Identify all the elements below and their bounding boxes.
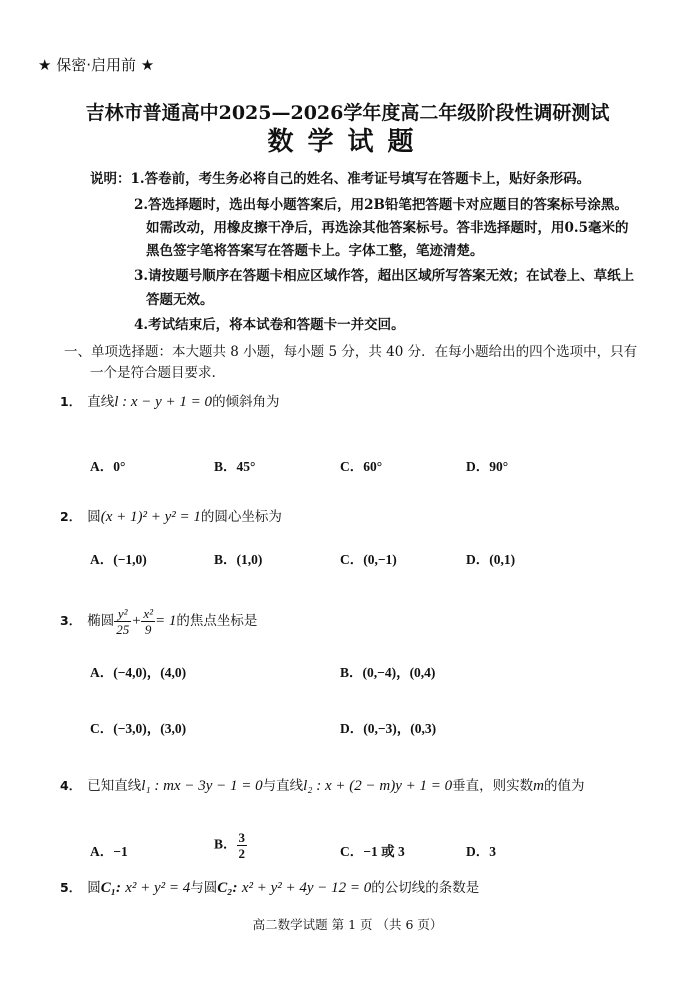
option-c: C．(−3,0)，(3,0)	[90, 721, 187, 736]
fraction-numerator: 3	[238, 830, 246, 845]
option-d: D．90°	[466, 459, 509, 474]
fraction	[237, 830, 248, 861]
math-expression: (x + 1)² + y² = 1	[100, 509, 201, 525]
question-1	[60, 390, 280, 411]
fraction-numerator: y²	[114, 606, 131, 622]
option-b: B．(1,0)	[214, 552, 263, 567]
question-number: 3．	[60, 613, 82, 628]
question-5	[60, 876, 479, 897]
question-text: 的圆心坐标为	[200, 509, 282, 525]
question-text: 已知直线	[87, 778, 142, 794]
subject-title: 数学试题	[267, 127, 428, 157]
option-d: D．(0,−3)，(0,3)	[340, 721, 437, 736]
option-a: A．(−4,0)，(4,0)	[90, 665, 187, 680]
equals-part: = 1	[155, 613, 177, 629]
confidential-mark: ★ 保密·启用前 ★	[38, 56, 155, 74]
math-expression: x² + y² + 4y − 12 = 0	[241, 880, 372, 896]
math-expression: x² + y² = 4	[125, 880, 191, 896]
question-3	[60, 606, 257, 637]
instruction-3: 3.请按题号顺序在答题卡相应区域作答，超出区域所写答案无效；在试卷上、草纸上	[134, 268, 635, 284]
question-number: 1．	[60, 394, 82, 409]
fraction	[141, 606, 155, 637]
fraction-denominator: 2	[238, 846, 246, 861]
question-2	[60, 505, 282, 526]
math-variable: m	[533, 778, 544, 794]
circle-label: C₁:	[100, 880, 121, 896]
option-d: D．(0,1)	[466, 552, 516, 567]
question-text: 的倾斜角为	[212, 394, 280, 410]
option-c: C．−1 或 3	[340, 844, 405, 859]
option-c: C．(0,−1)	[340, 552, 397, 567]
fraction-denominator: 25	[116, 622, 130, 637]
question-number: 4．	[60, 778, 82, 793]
option-a: A．0°	[90, 459, 126, 474]
math-expression: l₂ : x + (2 − m)y + 1 = 0	[303, 778, 453, 794]
question-text: 圆	[87, 509, 101, 525]
question-text: 椭圆	[87, 613, 115, 629]
section-heading: 一、单项选择题：本大题共 8 小题，每小题 5 分，共 40 分．在每小题给出的四个选项中，只有	[64, 344, 638, 360]
question-text: 的焦点坐标是	[176, 613, 258, 629]
exam-title: 吉林市普通高中2025—2026学年度高二年级阶段性调研测试	[85, 102, 610, 124]
question-text: 垂直，则实数	[452, 778, 534, 794]
math-expression: l₁ : mx − 3y − 1 = 0	[141, 778, 263, 794]
option-a: A．(−1,0)	[90, 552, 147, 567]
option-label: B．	[214, 836, 237, 852]
question-text: 与圆	[190, 880, 218, 896]
instruction-2: 2.答选择题时，选出每小题答案后，用2B铅笔把答题卡对应题目的答案标号涂黑。	[134, 197, 628, 213]
math-expression: l : x − y + 1 = 0	[114, 394, 213, 410]
question-number: 2．	[60, 509, 82, 524]
plus-sign: +	[131, 613, 142, 629]
page-footer: 高二数学试题 第 1 页 （共 6 页）	[252, 917, 443, 932]
option-a: A．−1	[90, 844, 128, 859]
question-text: 的值为	[543, 778, 585, 794]
question-text: 直线	[87, 394, 115, 410]
instruction-2-cont: 如需改动，用橡皮擦干净后，再选涂其他答案标号。答非选择题时，用0.5毫米的	[146, 220, 629, 236]
question-text: 与直线	[262, 778, 304, 794]
fraction	[114, 606, 131, 637]
question-number: 5．	[60, 880, 82, 895]
instruction-3-cont: 答题无效。	[146, 292, 214, 308]
question-text: 圆	[87, 880, 101, 896]
section-heading-cont: 一个是符合题目要求.	[90, 365, 216, 381]
fraction-denominator: 9	[144, 622, 152, 637]
option-b: B．(0,−4)，(0,4)	[340, 665, 436, 680]
option-b	[214, 830, 247, 861]
option-b: B．45°	[214, 459, 256, 474]
instruction-2-cont2: 黑色签字笔将答案写在答题卡上。字体工整，笔迹清楚。	[146, 243, 484, 259]
instruction-4: 4.考试结束后，将本试卷和答题卡一并交回。	[134, 317, 405, 333]
circle-label: C₂:	[217, 880, 238, 896]
question-text: 的公切线的条数是	[371, 880, 480, 896]
fraction-numerator: x²	[143, 606, 153, 621]
option-d: D．3	[466, 844, 496, 859]
option-c: C．60°	[340, 459, 383, 474]
question-4	[60, 774, 584, 795]
instruction-1: 说明：1.答卷前，考生务必将自己的姓名、准考证号填写在答题卡上，贴好条形码。	[90, 171, 591, 187]
